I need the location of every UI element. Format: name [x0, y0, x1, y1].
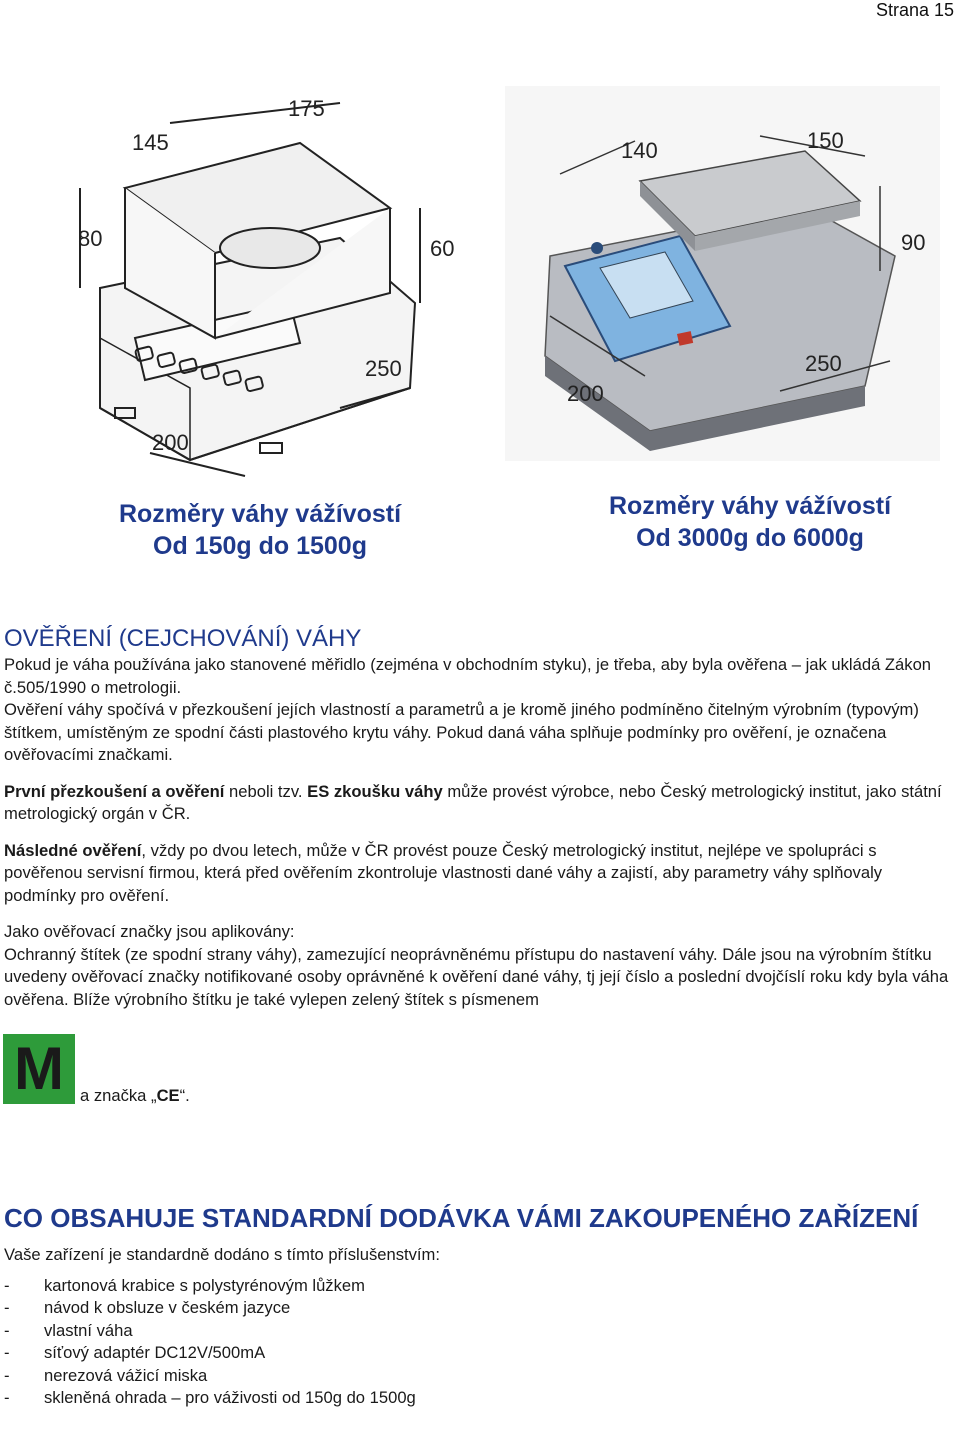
list-item: - skleněná ohrada – pro váživosti od 150g do 1500g: [4, 1387, 954, 1410]
caption-small-scale: [80, 498, 440, 562]
delivery-heading: CO OBSAHUJE STANDARDNÍ DODÁVKA VÁMI ZAKOUPENÉHO ZAŘÍZENÍ: [4, 1203, 919, 1233]
list-item: - nerezová vážicí miska: [4, 1365, 954, 1388]
text-span: neboli tzv.: [224, 781, 308, 801]
metrology-m-label: [3, 1034, 75, 1104]
list-item: - kartonová krabice s polystyrénovým lůžkem: [4, 1275, 954, 1298]
list-item: - síťový adaptér DC12V/500mA: [4, 1342, 954, 1365]
verification-paragraph-5: Jako ověřovací značky jsou aplikovány:: [4, 922, 295, 941]
delivery-section: [4, 1202, 954, 1410]
m-letter: M: [14, 1035, 64, 1102]
list-item: - návod k obsluze v českém jazyce: [4, 1297, 954, 1320]
dim-175: 175: [288, 96, 325, 121]
list-item: - vlastní váha: [4, 1320, 954, 1343]
dim-140: 140: [621, 138, 658, 163]
scale-large-dimension-photo: [505, 86, 940, 461]
dim-60: 60: [430, 236, 455, 261]
delivery-items-list: [4, 1275, 954, 1410]
ce-mark-line: [80, 1086, 190, 1106]
dim-90: 90: [901, 230, 926, 255]
text-span: “.: [179, 1086, 190, 1105]
ce-mark: CE: [156, 1086, 180, 1105]
verification-paragraph-1: Pokud je váha používána jako stanovené měřidlo (zejména v obchodním styku), je třeba, aby byla ověřena – jak ukládá Zákon č.505/1990 o metrologii.: [4, 655, 932, 697]
es-exam-label: ES zkoušku váhy: [307, 781, 443, 801]
verification-paragraph-4: [4, 840, 954, 908]
verification-paragraph-2: Ověření váhy spočívá v přezkoušení jejích vlastností a parametrů a je kromě jiného podmíněno čitelným výrobním (typovým) štítkem, umístěným ze spodní části plastového krytu váhy. Pokud daná váha splňuje podmínky pro ověření, je označena ověřovacími značkami.: [4, 700, 919, 764]
text-span: a značka „: [80, 1086, 157, 1105]
caption-line: Od 3000g do 6000g: [636, 524, 864, 552]
text-span: , vždy po dvou letech, může v ČR provést pouze Český metrologický institut, nejlépe ve spolupráci s pověřenou servisní firmou, která před ověřením zkontroluje vlastnosti dané váhy a zajistí, aby parametry váhy splňovaly podmínky pro ověření.: [4, 840, 883, 905]
caption-line: Od 150g do 1500g: [153, 532, 367, 560]
caption-line: Rozměry váhy vážívostí: [118, 500, 402, 528]
first-verification-label: První přezkoušení a ověření: [4, 781, 225, 801]
dim-200: 200: [152, 430, 189, 455]
dim-250: 250: [365, 356, 402, 381]
verification-heading: OVĚŘENÍ (CEJCHOVÁNÍ) VÁHY: [4, 625, 362, 652]
dim-250: 250: [805, 351, 842, 376]
scale-small-dimension-drawing: [40, 88, 480, 488]
text-span: může provést výrobce, nebo Český metrologický institut, jako státní metrologický orgán v ČR.: [4, 781, 942, 823]
page-number: Strana 15: [875, 0, 954, 20]
caption-large-scale: [570, 490, 930, 554]
dim-150: 150: [807, 128, 844, 153]
dim-145: 145: [132, 130, 169, 155]
caption-line: Rozměry váhy vážívostí: [608, 492, 892, 520]
delivery-intro: Vaše zařízení je standardně dodáno s tímto příslušenstvím:: [4, 1245, 440, 1264]
dim-80: 80: [78, 226, 103, 251]
verification-paragraph-6: Ochranný štítek (ze spodní strany váhy), zamezující neoprávněnému přístupu do nastavení váhy. Dále jsou na výrobním štítku uvedeny ověřovací značky notifikované osoby oprávněné k ověření dané váhy, tj její číslo a poslední dvojčíslí roku kdy byla váha ověřena. Blíže výrobního štítku je také vylepen zelený štítek s písmenem: [4, 944, 949, 1009]
verification-paragraph-3: [4, 781, 954, 826]
subsequent-verification-label: Následné ověření: [4, 840, 142, 860]
verification-section: [4, 624, 954, 1011]
dim-200: 200: [567, 381, 604, 406]
